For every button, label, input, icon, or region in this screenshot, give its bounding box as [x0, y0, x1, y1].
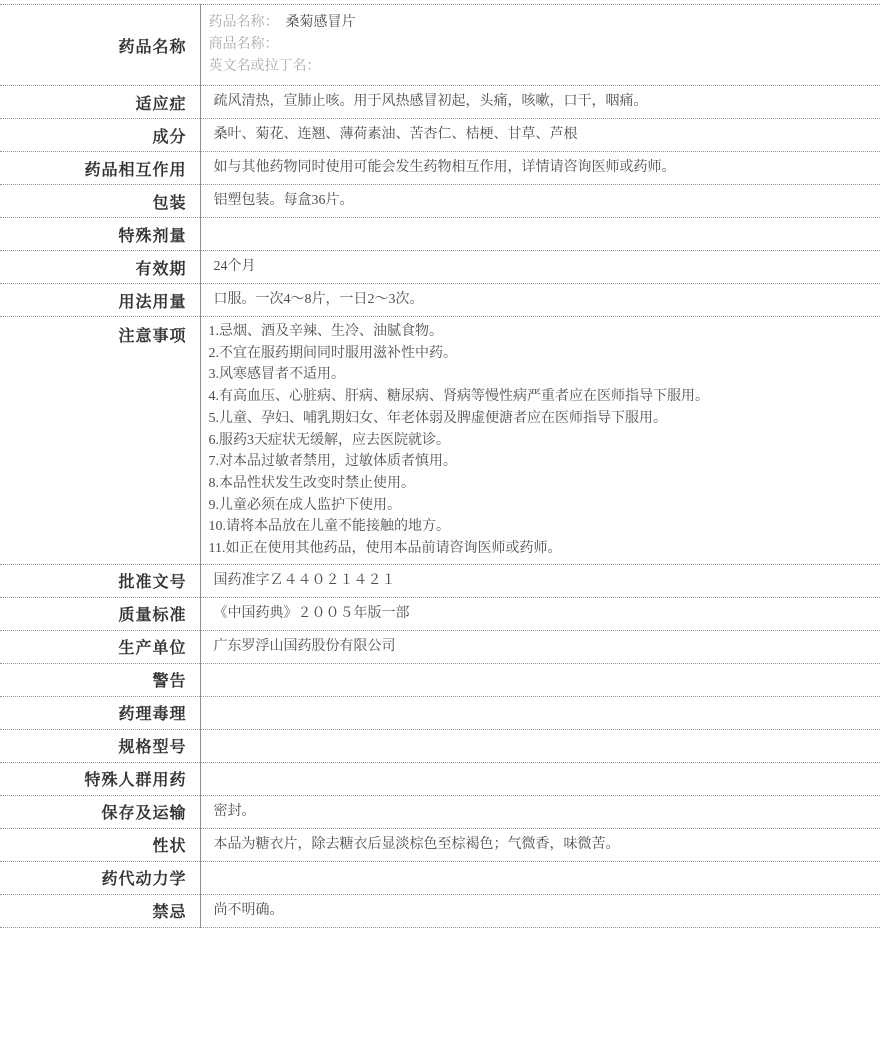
row-label-description: 性状	[0, 828, 200, 861]
row-content-ingredients: 桑叶、菊花、连翘、薄荷素油、苦杏仁、桔梗、甘草、芦根	[213, 127, 578, 142]
table-row-packaging	[0, 185, 880, 218]
table-row-quality-standard	[0, 597, 880, 630]
row-content-approval-number: 国药准字Ｚ４４０２１４２１	[213, 572, 396, 588]
precaution-item: 10.请将本品放在儿童不能接触的地方。	[208, 519, 450, 535]
row-content-specification	[200, 729, 880, 762]
row-label-drug-name: 药品名称	[0, 5, 200, 86]
row-content-pharmacology-toxicology	[200, 696, 880, 729]
field-value-drug-name: 桑菊感冒片	[285, 15, 356, 30]
drug-info-table	[0, 4, 880, 928]
precaution-item: 11.如正在使用其他药品，使用本品前请咨询医师或药师。	[208, 541, 562, 557]
row-content-description: 本品为糖衣片，除去糖衣后显淡棕色至棕褐色；气微香，味微苦。	[213, 836, 620, 852]
row-content-special-dosage	[200, 218, 880, 251]
precaution-item: 3.风寒感冒者不适用。	[208, 367, 345, 383]
table-row-dosage-and-administration	[0, 284, 880, 317]
row-content-indications: 疏风清热，宣肺止咳。用于风热感冒初起，头痛，咳嗽，口干，咽痛。	[213, 94, 648, 109]
row-content-shelf-life: 24个月	[213, 259, 256, 274]
row-label-approval-number: 批准文号	[0, 564, 200, 597]
table-row-description	[0, 828, 880, 861]
precaution-item: 2.不宜在服药期间同时服用滋补性中药。	[208, 345, 457, 361]
field-english-name	[209, 56, 873, 78]
table-row-contraindications	[0, 894, 880, 927]
page	[0, 4, 880, 1054]
table-row-ingredients	[0, 119, 880, 152]
precaution-item: 4.有高血压、心脏病、肝病、糖尿病、肾病等慢性病严重者应在医师指导下服用。	[208, 389, 709, 405]
row-label-drug-interactions: 药品相互作用	[0, 152, 200, 185]
row-label-specification: 规格型号	[0, 729, 200, 762]
table-row-specification	[0, 729, 880, 762]
row-label-manufacturer: 生产单位	[0, 630, 200, 663]
row-content-drug-name	[200, 5, 880, 86]
row-content-special-populations	[200, 762, 880, 795]
row-content-dosage-and-administration: 口服。一次4～8片，一日2～3次。	[213, 292, 424, 307]
table-row-precautions	[0, 317, 880, 565]
row-label-special-populations: 特殊人群用药	[0, 762, 200, 795]
table-row-pharmacokinetics	[0, 861, 880, 894]
row-content-storage-and-transport: 密封。	[213, 803, 256, 819]
row-label-precautions: 注意事项	[0, 317, 200, 565]
field-trade-name	[209, 34, 873, 56]
row-label-pharmacology-toxicology: 药理毒理	[0, 696, 200, 729]
precaution-item: 1.忌烟、酒及辛辣、生冷、油腻食物。	[208, 324, 443, 339]
row-label-ingredients: 成分	[0, 119, 200, 152]
row-content-warnings	[200, 663, 880, 696]
precaution-item: 5.儿童、孕妇、哺乳期妇女、年老体弱及脾虚便溏者应在医师指导下服用。	[208, 410, 667, 426]
precaution-item: 9.儿童必须在成人监护下使用。	[208, 497, 401, 513]
precaution-item: 6.服药3天症状无缓解，应去医院就诊。	[208, 432, 450, 448]
table-row-special-populations	[0, 762, 880, 795]
row-content-contraindications: 尚不明确。	[213, 902, 284, 918]
table-row-warnings	[0, 663, 880, 696]
row-label-packaging: 包装	[0, 185, 200, 218]
field-drug-name	[209, 12, 873, 34]
table-row-storage-and-transport	[0, 795, 880, 828]
table-row-shelf-life	[0, 251, 880, 284]
row-content-pharmacokinetics	[200, 861, 880, 894]
row-content-drug-interactions: 如与其他药物同时使用可能会发生药物相互作用，详情请咨询医师或药师。	[213, 160, 676, 175]
table-row-approval-number	[0, 564, 880, 597]
precaution-item: 8.本品性状发生改变时禁止使用。	[208, 475, 415, 491]
field-key-trade-name: 商品名称：	[208, 37, 279, 52]
row-label-indications: 适应症	[0, 86, 200, 119]
table-row-indications	[0, 86, 880, 119]
row-label-quality-standard: 质量标准	[0, 597, 200, 630]
row-label-dosage-and-administration: 用法用量	[0, 284, 200, 317]
table-row-pharmacology-toxicology	[0, 696, 880, 729]
row-content-packaging: 铝塑包装。每盒36片。	[213, 193, 354, 208]
row-label-shelf-life: 有效期	[0, 251, 200, 284]
row-content-quality-standard: 《中国药典》２００５年版一部	[213, 605, 410, 621]
row-label-contraindications: 禁忌	[0, 894, 200, 927]
precaution-item: 7.对本品过敏者禁用，过敏体质者慎用。	[208, 454, 457, 470]
field-key-english-name: 英文名或拉丁名：	[208, 59, 321, 74]
row-content-manufacturer: 广东罗浮山国药股份有限公司	[213, 638, 396, 654]
row-label-storage-and-transport: 保存及运输	[0, 795, 200, 828]
table-row-drug-interactions	[0, 152, 880, 185]
row-label-warnings: 警告	[0, 663, 200, 696]
table-row-drug-name	[0, 5, 880, 86]
row-content-precautions	[200, 317, 880, 565]
field-key-drug-name: 药品名称：	[208, 15, 279, 30]
row-label-pharmacokinetics: 药代动力学	[0, 861, 200, 894]
table-row-manufacturer	[0, 630, 880, 663]
row-label-special-dosage: 特殊剂量	[0, 218, 200, 251]
table-row-special-dosage	[0, 218, 880, 251]
